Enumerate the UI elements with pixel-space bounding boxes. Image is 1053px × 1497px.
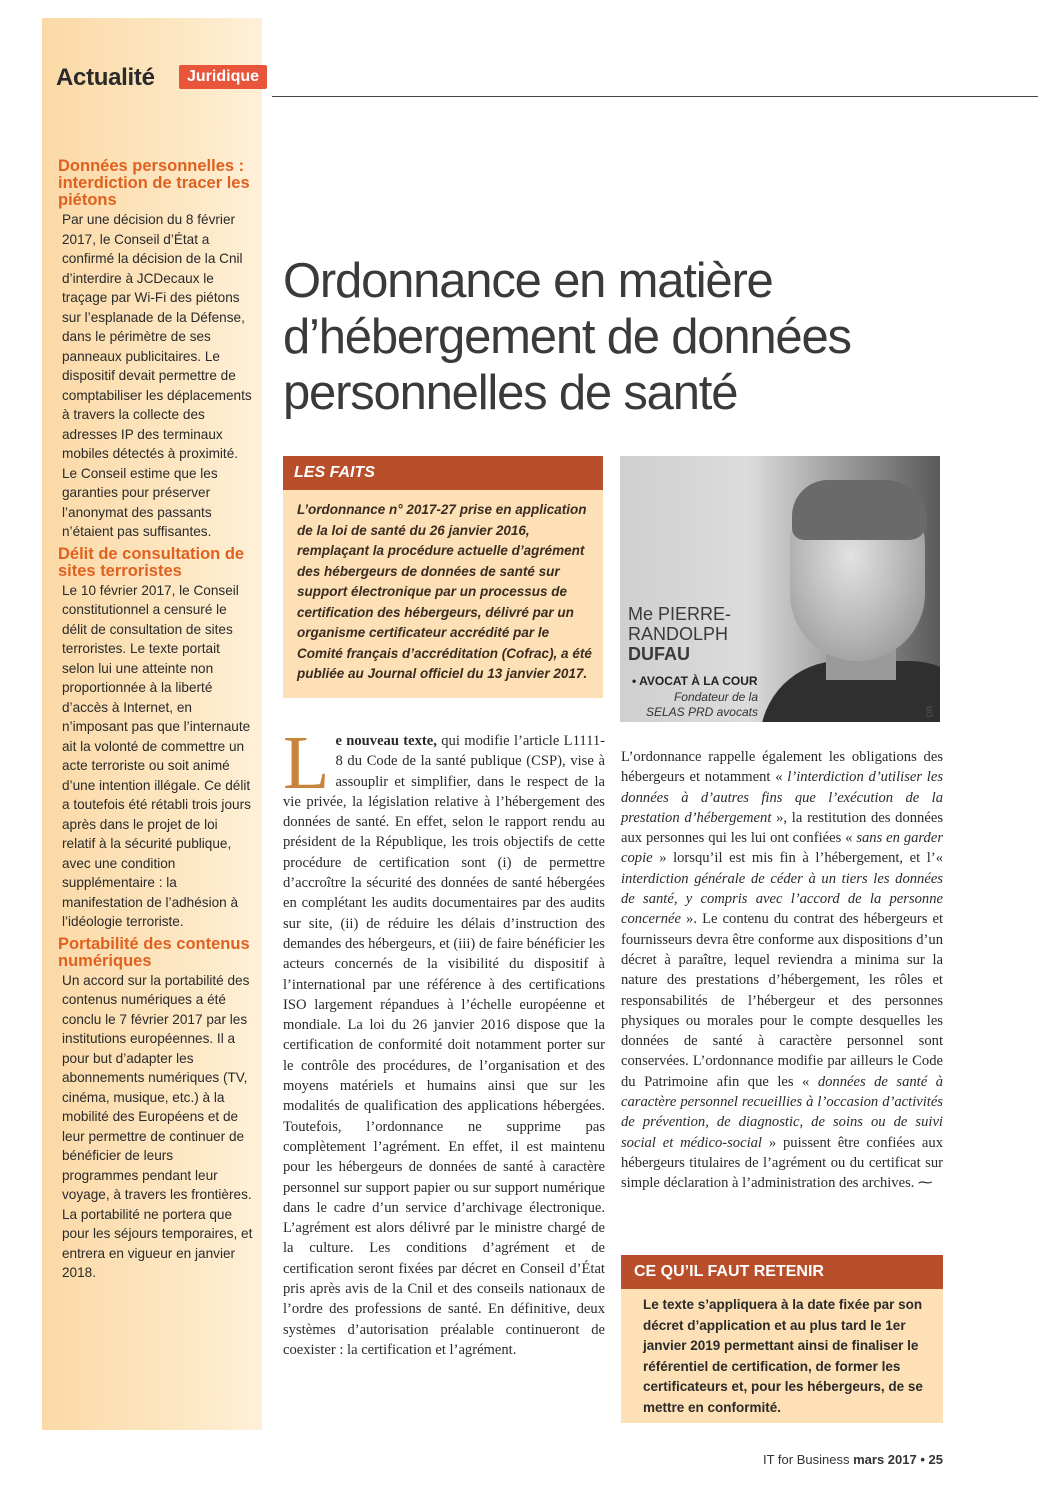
end-mark-icon: ⁓ <box>914 1175 933 1192</box>
quote-text: sans en garder copie <box>621 830 944 867</box>
article-paragraph <box>621 747 943 1194</box>
author-surname: DUFAU <box>628 644 690 664</box>
sidebar-item-text: Un accord sur la portabilité des contenus numériques a été conclu le 7 février 2017 par les institutions européennes. Il a pour but d’adapter les abonnements numériques (TV, cinéma, musique, etc.) à la mobilité des Européens et de leur permettre de continuer de bénéficier de leurs programmes pendant leur voyage, à travers les frontières. La portabilité ne portera que pour les séjours temporaires, et entrera en vigueur en janvier 2018. <box>62 972 253 1280</box>
portrait-hair <box>792 480 927 540</box>
facts-box <box>283 456 603 698</box>
sidebar-item-text: Par une décision du 8 février 2017, le Conseil d’État a confirmé la décision de la Cnil d’interdire à JCDecaux le traçage par Wi-Fi des piétons sur l’esplanade de la Défense, dans le périmètre de ses panneaux publicitaires. Le dispositif devait permettre de comptabiliser les déplacements à travers la collecte des adresses IP des terminaux mobiles détectés à proximité. Le Conseil estime que les garanties pour préserver l’anonymat des passants n’étaient pas suffisantes. <box>62 212 252 539</box>
lead-in: e nouveau texte, <box>335 733 437 749</box>
publication-name: IT for Business <box>763 1452 850 1467</box>
subsection-badge: Juridique <box>179 65 267 89</box>
footer-separator: • <box>920 1452 925 1467</box>
facts-box-header <box>283 456 603 490</box>
author-description <box>620 690 758 720</box>
author-name-line: Me PIERRE- <box>628 604 732 624</box>
article-paragraph <box>283 721 605 1360</box>
page-number: 25 <box>928 1452 943 1467</box>
paragraph-text: », la restitution des données aux personnes qui les lui ont confiées « <box>621 809 943 847</box>
paragraph-text: ». Le contenu du contrat des hébergeurs et fournisseurs devra être conforme aux dispositions d’un décret à paraître, lequel reviendra a minima sur la nature des prestations d’hébergement, les rôles et responsabilités de l’hébergeur et des personnes physiques ou morales pour le compte desquelles les données de santé à caractère personnel sont conservées. L’ordonnance modifie par ailleurs le Code du Patrimoine afin que les « <box>621 911 943 1090</box>
quote-text: données de santé à caractère personnel recueillies à l’occasion d’activités de prévention, de diagnostic, de soins ou de suivi social et médico-social <box>621 1073 943 1151</box>
page-header <box>52 62 1038 102</box>
author-role: • AVOCAT À LA COUR <box>632 674 758 688</box>
quote-text: l’interdiction d’utiliser les données à d’autres fins que l’exécution de la prestation d’hébergement <box>621 769 944 826</box>
facts-box-text: L’ordonnance n° 2017-27 prise en application de la loi de santé du 26 janvier 2016, remplaçant la procédure actuelle d’agrément des hébergeurs de données de santé sur support électronique par un processus de certification des hébergeurs, délivré par un organisme certificateur accrédité par le Comité français d’accréditation (Cofrac), a été publiée au Journal officiel du 13 janvier 2017. <box>297 502 592 681</box>
takeaway-box-text: Le texte s’appliquera à la date fixée par son décret d’application et au plus tard le 1er janvier 2019 permettant ainsi de finaliser le référentiel de certification, de former les certificateurs et, pour les hébergeurs, de se mettre en conformité. <box>643 1297 923 1415</box>
sidebar-item-title: Portabilité des contenus numériques <box>58 934 250 970</box>
takeaway-box-label: CE QU’IL FAUT RETENIR <box>634 1263 824 1280</box>
sidebar-item-text: Le 10 février 2017, le Conseil constitutionnel a censuré le délit de consultation de sites terroristes. Le texte portait selon lui une atteinte non proportionnée à la liberté d’accès à Internet, en n’imposant pas que l’internaute ait la volonté de commettre un acte terroriste ou soit animé d’une intention illégale. Ce délit a toutefois été rétabli trois jours après dans le projet de loi relatif à la sécurité publique, avec une condition supplémentaire : la manifestation de l’adhésion à l’idéologie terroriste. <box>62 582 251 929</box>
paragraph-text: L’ordonnance rappelle également les obligations des hébergeurs et notamment « <box>621 749 943 786</box>
paragraph-text: qui modifie l’article L1111-8 du Code de la santé publique (CSP), vise à assouplir et simplifier, dans le respect de la vie privée, la législation relative à l’hébergement des données de santé. En effet, selon le rapport rendu au président de la République, les trois objectifs de cette procédure de certification sont (i) de permettre d’accroître la sécurité des données de santé hébergées en complétant les audits documentaires par des audits sur site, (ii) de réduire les délais d’instruction des demandes des hébergeurs, et (iii) de faire bénéficier les acteurs concernés de la visibilité du dispositif à l’international par une référence à des certifications ISO largement répandues à l’échelle européenne et mondiale. La loi du 26 janvier 2016 dispose que la certification de conformité doit notamment porter sur le contrôle des procédures, de l’organisation et des moyens matériels et humains ainsi que sur les modalités de qualification des applications hébergées. Toutefois, l’ordonnance ne supprime pas complètement l’agrément. En effet, il est maintenu pour les hébergeurs de données de santé à caractère personnel sur support papier ou sur support numérique dans le cadre d’un service d’archivage électronique. L’agrément est alors délivré par le ministre chargé de la culture. Les conditions d’agrément et de certification seront fixées par décret en Conseil d’État pris après avis de la Cnil et des conseils nationaux de l’ordre des professions de santé. En définitive, deux systèmes d’autorisation préalable continueront de coexister : la certification et l’agrément. <box>283 733 605 1358</box>
article-column-1 <box>283 721 605 1360</box>
author-description-line: Fondateur de la <box>673 690 758 704</box>
sidebar-item-title: Délit de consultation de sites terroristes <box>58 544 245 580</box>
photo-credit: DR <box>925 705 935 718</box>
takeaway-box-header <box>621 1255 943 1289</box>
drop-cap: L <box>283 721 330 805</box>
sidebar-brief-news <box>42 18 262 1430</box>
author-description-line: SELAS PRD avocats <box>645 705 758 719</box>
quote-text: interdiction générale de céder à un tiers les données de santé, y compris avec l’accord de la personne concernée <box>621 870 943 928</box>
paragraph-text: » puissent être confiées aux hébergeurs titulaires de l’agrément ou du certificat sur simple déclaration à l’administration des archives. <box>621 1134 943 1192</box>
facts-box-label: LES FAITS <box>294 464 375 481</box>
takeaway-box <box>621 1255 943 1423</box>
author-portrait <box>620 456 940 722</box>
article-title: Ordonnance en matière d’hébergement de données personnelles de santé <box>283 254 851 420</box>
header-rule <box>272 96 1038 97</box>
sidebar-item-title: Données personnelles : interdiction de tracer les piétons <box>58 157 250 209</box>
author-name-line: RANDOLPH <box>628 624 729 644</box>
sidebar-content <box>58 158 253 1287</box>
paragraph-text: » lorsqu’il est mis fin à l’hébergement, et l’« <box>652 850 943 867</box>
section-label: Actualité <box>56 64 155 91</box>
article-column-2 <box>621 747 943 1194</box>
author-name <box>628 604 788 664</box>
issue-date: mars 2017 <box>853 1452 917 1467</box>
page-footer <box>763 1452 943 1467</box>
